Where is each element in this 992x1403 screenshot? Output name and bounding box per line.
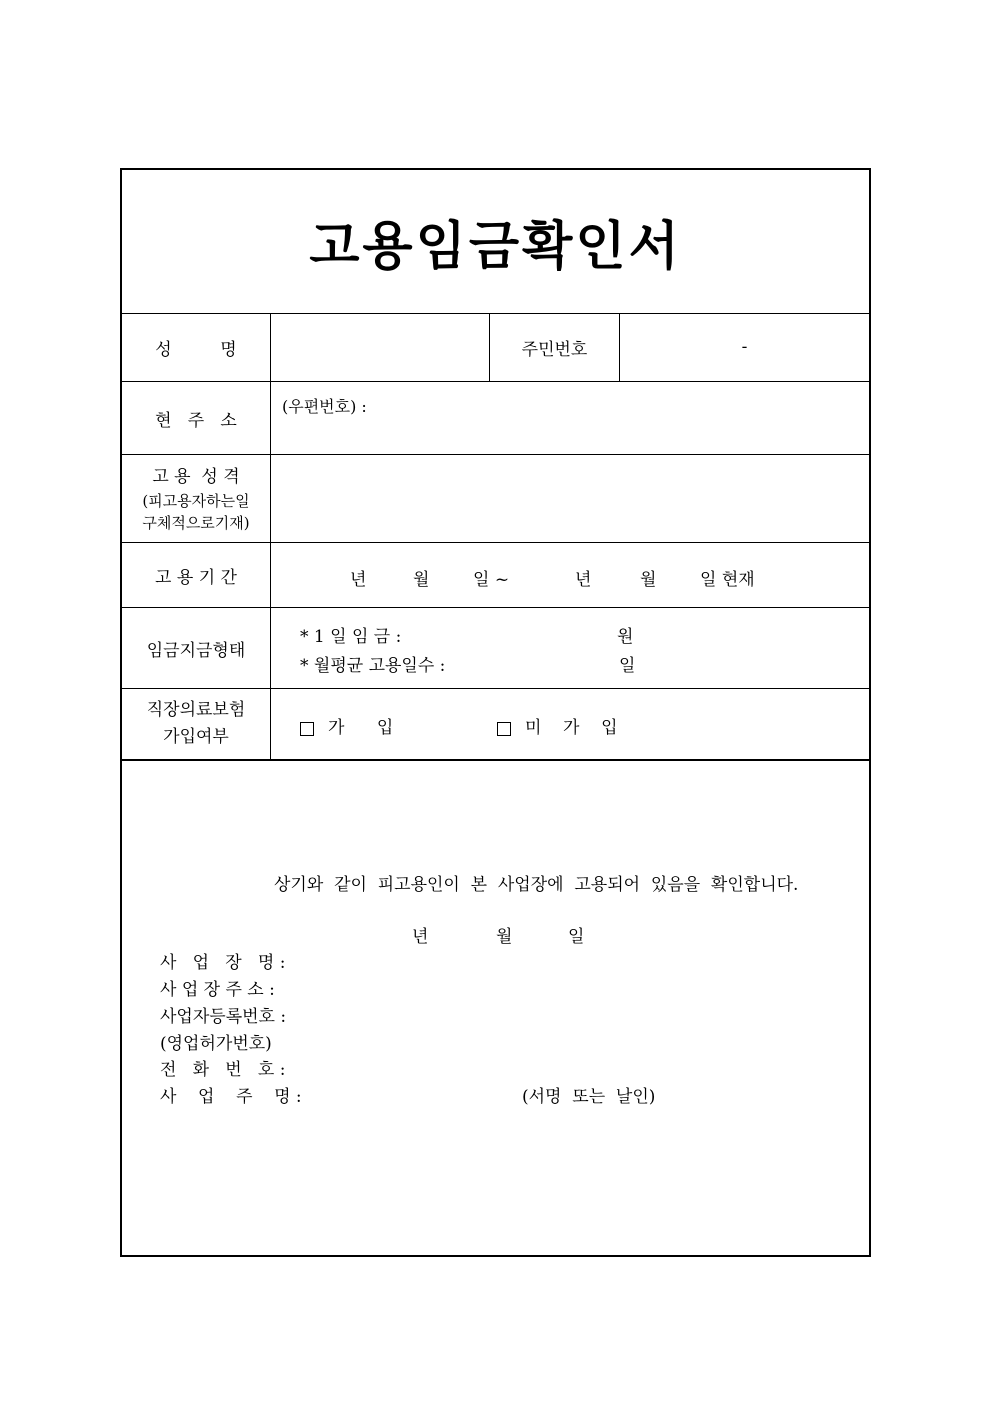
monthly-days-unit: 일 (619, 656, 636, 676)
row-address (122, 382, 869, 455)
label-period-text: 고 용 기 간 (155, 567, 237, 588)
label-address (122, 382, 271, 454)
phone-number-label: 전 화 번 호 : (160, 1060, 286, 1080)
period-end-month: 월 (640, 570, 657, 590)
employer-name-label: 사 업 주 명 : (160, 1087, 302, 1107)
title-section (122, 170, 869, 314)
row-employment-type (122, 455, 869, 543)
option-enrolled-label: 가 입 (328, 718, 394, 738)
label-insurance-line1: 직장의료보험 (146, 700, 246, 720)
option-enrolled[interactable] (300, 713, 393, 738)
wage-input[interactable] (270, 608, 869, 688)
period-start-year: 년 (350, 570, 367, 590)
employment-wage-form (120, 168, 871, 1257)
daily-wage-unit: 원 (617, 627, 634, 647)
label-resident-text: 주민번호 (521, 339, 588, 360)
checkbox-not-enrolled[interactable] (497, 722, 511, 736)
daily-wage-label: * 1 일 임 금 : (300, 627, 402, 647)
period-start-month: 월 (413, 570, 430, 590)
label-name (122, 313, 271, 381)
row-insurance (122, 689, 869, 761)
label-employment-type-text: 고 용 성 격 (152, 466, 240, 487)
label-insurance (122, 689, 271, 759)
name-input[interactable] (270, 313, 490, 381)
insurance-options (270, 689, 869, 759)
confirm-day: 일 (568, 927, 585, 947)
label-address-text: 현 주 소 (155, 410, 237, 431)
label-wage (122, 608, 271, 688)
option-not-enrolled-label: 미 가 입 (525, 718, 618, 738)
label-insurance-line2: 가입여부 (163, 727, 229, 747)
label-period (122, 543, 271, 607)
option-not-enrolled[interactable] (497, 713, 618, 738)
label-name-text: 성 명 (155, 339, 237, 360)
checkbox-enrolled[interactable] (300, 722, 314, 736)
address-input[interactable] (270, 382, 869, 454)
resident-input[interactable] (620, 313, 869, 381)
label-employment-type-sub1: (피고용자하는일 (142, 491, 250, 510)
employment-type-input[interactable] (270, 455, 869, 542)
row-wage (122, 608, 869, 689)
business-address-label: 사 업 장 주 소 : (160, 980, 275, 1000)
label-resident (490, 313, 620, 381)
period-start-day: 일 ~ (473, 570, 510, 590)
business-name-label: 사 업 장 명 : (160, 953, 286, 973)
confirm-month: 월 (496, 927, 513, 947)
business-license-label: (영업허가번호) (160, 1034, 272, 1054)
business-reg-number-label: 사업자등록번호 : (160, 1007, 287, 1027)
signature-note: (서명 또는 날인) (522, 1087, 656, 1107)
label-employment-type-sub2: 구체적으로기재) (142, 513, 250, 532)
label-employment-type (122, 455, 271, 542)
period-input[interactable] (270, 543, 869, 607)
period-end-year: 년 (575, 570, 592, 590)
resident-separator: - (741, 337, 748, 357)
confirm-year: 년 (412, 927, 429, 947)
period-end-day: 일 현재 (700, 570, 755, 590)
row-period (122, 543, 869, 608)
postal-code-label: (우편번호) : (282, 397, 367, 416)
monthly-days-label: * 월평균 고용일수 : (300, 656, 446, 676)
form-title: 고용임금확인서 (309, 217, 682, 277)
label-wage-text: 임금지금형태 (146, 640, 246, 661)
row-name (122, 313, 869, 382)
confirmation-statement: 상기와 같이 피고용인이 본 사업장에 고용되어 있음을 확인합니다. (274, 875, 799, 895)
